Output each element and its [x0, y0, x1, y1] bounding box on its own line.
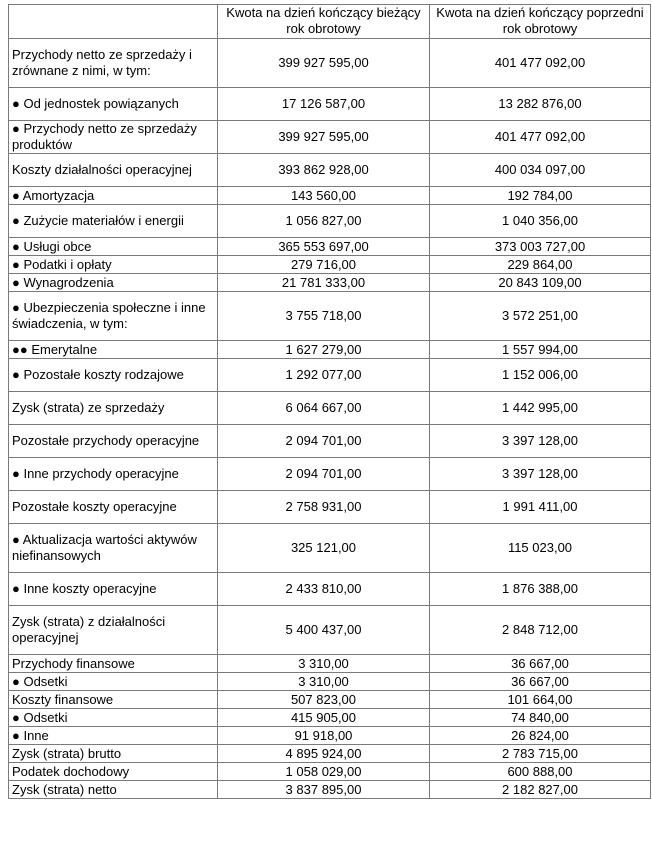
previous-value: 101 664,00 — [430, 691, 651, 709]
current-value: 1 056 827,00 — [218, 205, 430, 238]
row-label: Zysk (strata) netto — [9, 781, 218, 799]
previous-value: 115 023,00 — [430, 524, 651, 573]
previous-value: 3 397 128,00 — [430, 425, 651, 458]
current-value: 2 758 931,00 — [218, 491, 430, 524]
previous-value: 600 888,00 — [430, 763, 651, 781]
current-value: 6 064 667,00 — [218, 392, 430, 425]
current-value: 2 433 810,00 — [218, 573, 430, 606]
row-label: ● Pozostałe koszty rodzajowe — [9, 359, 218, 392]
row-label: ● Podatki i opłaty — [9, 256, 218, 274]
row-label: Przychody netto ze sprzedaży i zrównane z nimi, w tym: — [9, 39, 218, 88]
table-row — [9, 727, 651, 745]
previous-value: 13 282 876,00 — [430, 88, 651, 121]
table-row — [9, 491, 651, 524]
previous-value: 74 840,00 — [430, 709, 651, 727]
previous-value: 373 003 727,00 — [430, 238, 651, 256]
current-value: 279 716,00 — [218, 256, 430, 274]
row-label: ● Usługi obce — [9, 238, 218, 256]
row-label: Zysk (strata) brutto — [9, 745, 218, 763]
row-label: ● Amortyzacja — [9, 187, 218, 205]
previous-value: 36 667,00 — [430, 655, 651, 673]
table-row — [9, 673, 651, 691]
table-row — [9, 187, 651, 205]
financial-table — [8, 4, 651, 799]
current-value: 17 126 587,00 — [218, 88, 430, 121]
table-row — [9, 709, 651, 727]
row-label: Przychody finansowe — [9, 655, 218, 673]
current-value: 1 627 279,00 — [218, 341, 430, 359]
current-value: 325 121,00 — [218, 524, 430, 573]
row-label: Koszty działalności operacyjnej — [9, 154, 218, 187]
table-row — [9, 392, 651, 425]
row-label: ● Zużycie materiałów i energii — [9, 205, 218, 238]
row-label: ● Inne — [9, 727, 218, 745]
previous-value: 401 477 092,00 — [430, 39, 651, 88]
row-label: ● Przychody netto ze sprzedaży produktów — [9, 121, 218, 154]
current-value: 399 927 595,00 — [218, 121, 430, 154]
current-value: 365 553 697,00 — [218, 238, 430, 256]
previous-value: 1 152 006,00 — [430, 359, 651, 392]
current-value: 507 823,00 — [218, 691, 430, 709]
previous-value: 3 397 128,00 — [430, 458, 651, 491]
previous-value: 20 843 109,00 — [430, 274, 651, 292]
previous-value: 2 848 712,00 — [430, 606, 651, 655]
row-label: ● Odsetki — [9, 673, 218, 691]
previous-value: 36 667,00 — [430, 673, 651, 691]
row-label: ● Ubezpieczenia społeczne i inne świadczenia, w tym: — [9, 292, 218, 341]
previous-value: 2 783 715,00 — [430, 745, 651, 763]
table-row — [9, 573, 651, 606]
row-label: Pozostałe koszty operacyjne — [9, 491, 218, 524]
table-row — [9, 763, 651, 781]
header-current-year: Kwota na dzień kończący bieżący rok obrotowy — [218, 5, 430, 39]
previous-value: 1 991 411,00 — [430, 491, 651, 524]
current-value: 2 094 701,00 — [218, 458, 430, 491]
previous-value: 400 034 097,00 — [430, 154, 651, 187]
table-row — [9, 524, 651, 573]
previous-value: 192 784,00 — [430, 187, 651, 205]
table-row — [9, 606, 651, 655]
table-row — [9, 88, 651, 121]
row-label: Zysk (strata) ze sprzedaży — [9, 392, 218, 425]
current-value: 91 918,00 — [218, 727, 430, 745]
current-value: 5 400 437,00 — [218, 606, 430, 655]
table-row — [9, 292, 651, 341]
table-row — [9, 781, 651, 799]
current-value: 21 781 333,00 — [218, 274, 430, 292]
current-value: 399 927 595,00 — [218, 39, 430, 88]
table-header-row — [9, 5, 651, 39]
previous-value: 1 040 356,00 — [430, 205, 651, 238]
current-value: 3 310,00 — [218, 673, 430, 691]
table-row — [9, 121, 651, 154]
table-row — [9, 238, 651, 256]
row-label: ● Od jednostek powiązanych — [9, 88, 218, 121]
previous-value: 2 182 827,00 — [430, 781, 651, 799]
previous-value: 229 864,00 — [430, 256, 651, 274]
table-row — [9, 655, 651, 673]
row-label: Koszty finansowe — [9, 691, 218, 709]
current-value: 143 560,00 — [218, 187, 430, 205]
table-row — [9, 458, 651, 491]
current-value: 3 310,00 — [218, 655, 430, 673]
current-value: 393 862 928,00 — [218, 154, 430, 187]
previous-value: 401 477 092,00 — [430, 121, 651, 154]
current-value: 1 058 029,00 — [218, 763, 430, 781]
previous-value: 1 557 994,00 — [430, 341, 651, 359]
previous-value: 3 572 251,00 — [430, 292, 651, 341]
header-previous-year: Kwota na dzień kończący poprzedni rok obrotowy — [430, 5, 651, 39]
table-row — [9, 205, 651, 238]
current-value: 4 895 924,00 — [218, 745, 430, 763]
row-label: ● Aktualizacja wartości aktywów niefinansowych — [9, 524, 218, 573]
previous-value: 26 824,00 — [430, 727, 651, 745]
row-label: ● Inne przychody operacyjne — [9, 458, 218, 491]
row-label: ●● Emerytalne — [9, 341, 218, 359]
table-row — [9, 425, 651, 458]
table-row — [9, 256, 651, 274]
row-label: ● Wynagrodzenia — [9, 274, 218, 292]
table-row — [9, 154, 651, 187]
current-value: 1 292 077,00 — [218, 359, 430, 392]
row-label: Pozostałe przychody operacyjne — [9, 425, 218, 458]
table-row — [9, 359, 651, 392]
row-label: Podatek dochodowy — [9, 763, 218, 781]
row-label: ● Odsetki — [9, 709, 218, 727]
current-value: 415 905,00 — [218, 709, 430, 727]
current-value: 3 837 895,00 — [218, 781, 430, 799]
row-label: Zysk (strata) z działalności operacyjnej — [9, 606, 218, 655]
current-value: 3 755 718,00 — [218, 292, 430, 341]
table-row — [9, 39, 651, 88]
table-row — [9, 341, 651, 359]
row-label: ● Inne koszty operacyjne — [9, 573, 218, 606]
table-row — [9, 745, 651, 763]
previous-value: 1 876 388,00 — [430, 573, 651, 606]
header-label-cell — [9, 5, 218, 39]
current-value: 2 094 701,00 — [218, 425, 430, 458]
table-row — [9, 691, 651, 709]
previous-value: 1 442 995,00 — [430, 392, 651, 425]
table-row — [9, 274, 651, 292]
